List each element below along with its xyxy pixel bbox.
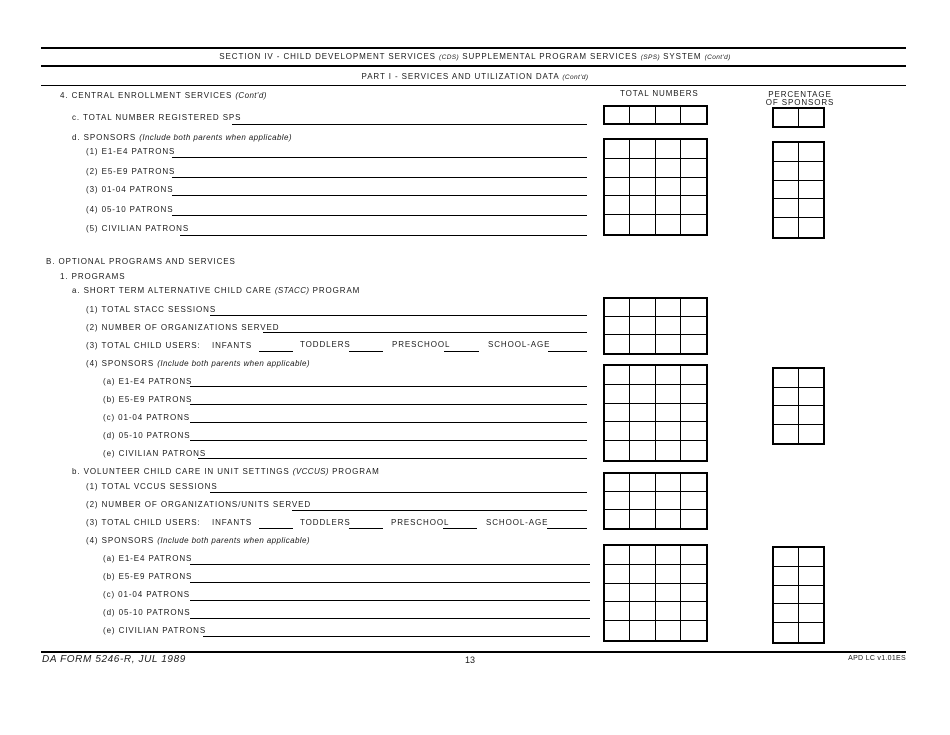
part-rule [41, 85, 906, 86]
entry-cell[interactable] [656, 140, 681, 159]
stacc-patron-a-line[interactable] [190, 386, 587, 387]
entry-cell[interactable] [681, 510, 706, 528]
entry-cell[interactable] [774, 623, 799, 642]
stacc-toddlers-line[interactable] [349, 351, 383, 352]
central-patron-2: (2) E5-E9 PATRONS [86, 167, 176, 176]
entry-cell[interactable] [605, 196, 630, 215]
entry-cell[interactable] [681, 441, 706, 460]
entry-cell[interactable] [630, 422, 655, 441]
entry-cell[interactable] [630, 107, 655, 123]
entry-cell[interactable] [774, 369, 799, 388]
central-patron-3: (3) 01-04 PATRONS [86, 185, 174, 194]
section-rule [41, 65, 906, 67]
entry-cell[interactable] [774, 181, 799, 200]
central-patron-5-line[interactable] [180, 235, 587, 236]
entry-cell[interactable] [605, 565, 630, 584]
entry-cell[interactable] [656, 510, 681, 528]
stacc-orgs-label: (2) NUMBER OF ORGANIZATIONS SERVED [86, 323, 280, 332]
stacc-infants-line[interactable] [259, 351, 293, 352]
central-title: 4. CENTRAL ENROLLMENT SERVICES (Cont'd) [60, 91, 267, 100]
vccus-sponsors-total-grid[interactable] [603, 544, 708, 642]
stacc-patron-d-line[interactable] [190, 440, 587, 441]
entry-cell[interactable] [681, 621, 706, 640]
stacc-infants-label: INFANTS [212, 341, 253, 350]
vccus-schoolage-label: SCHOOL-AGE [486, 518, 549, 527]
entry-cell[interactable] [799, 623, 824, 642]
entry-cell[interactable] [605, 474, 630, 492]
entry-cell[interactable] [605, 299, 630, 317]
entry-cell[interactable] [605, 385, 630, 404]
entry-cell[interactable] [774, 218, 799, 237]
entry-cell[interactable] [656, 178, 681, 197]
entry-cell[interactable] [630, 565, 655, 584]
entry-cell[interactable] [630, 335, 655, 353]
vccus-patron-d-line[interactable] [190, 618, 590, 619]
percentage-header: PERCENTAGE OF SPONSORS [765, 90, 835, 107]
vccus-preschool-label: PRESCHOOL [391, 518, 450, 527]
section-title: SECTION IV - CHILD DEVELOPMENT SERVICES (CDS) SUPPLEMENTAL PROGRAM SERVICES (SPS) SYSTEM (Cont'd) [219, 52, 731, 61]
entry-cell[interactable] [799, 143, 824, 162]
central-patron-4-line[interactable] [172, 215, 587, 216]
registered-sps-percent-boxes[interactable] [772, 107, 825, 128]
entry-cell[interactable] [630, 546, 655, 565]
vccus-sessions-label: (1) TOTAL VCCUS SESSIONS [86, 482, 218, 491]
stacc-title: a. SHORT TERM ALTERNATIVE CHILD CARE (STACC) PROGRAM [72, 286, 361, 295]
entry-cell[interactable] [681, 159, 706, 178]
entry-cell[interactable] [799, 406, 824, 425]
central-sponsors-total-grid[interactable] [603, 138, 708, 236]
vccus-schoolage-line[interactable] [547, 528, 587, 529]
entry-cell[interactable] [681, 565, 706, 584]
entry-cell[interactable] [799, 162, 824, 181]
entry-cell[interactable] [656, 441, 681, 460]
entry-cell[interactable] [605, 422, 630, 441]
vccus-title: b. VOLUNTEER CHILD CARE IN UNIT SETTINGS (VCCUS) PROGRAM [72, 467, 380, 476]
entry-cell[interactable] [630, 178, 655, 197]
vccus-preschool-line[interactable] [443, 528, 477, 529]
entry-cell[interactable] [681, 385, 706, 404]
vccus-sessions-line[interactable] [210, 492, 587, 493]
stacc-preschool-label: PRESCHOOL [392, 340, 451, 349]
central-patron-1-line[interactable] [172, 157, 587, 158]
entry-cell[interactable] [605, 510, 630, 528]
entry-cell[interactable] [605, 215, 630, 234]
entry-cell[interactable] [681, 602, 706, 621]
entry-cell[interactable] [630, 159, 655, 178]
total-numbers-header: TOTAL NUMBERS [620, 89, 699, 98]
entry-cell[interactable] [630, 441, 655, 460]
entry-cell[interactable] [605, 107, 630, 123]
entry-cell[interactable] [799, 425, 824, 444]
entry-cell[interactable] [630, 299, 655, 317]
entry-cell[interactable] [681, 404, 706, 423]
entry-cell[interactable] [681, 422, 706, 441]
entry-cell[interactable] [774, 406, 799, 425]
entry-cell[interactable] [681, 215, 706, 234]
stacc-patron-c-line[interactable] [190, 422, 587, 423]
entry-cell[interactable] [656, 366, 681, 385]
entry-cell[interactable] [656, 602, 681, 621]
entry-cell[interactable] [630, 317, 655, 335]
stacc-patron-a: (a) E1-E4 PATRONS [103, 377, 193, 386]
entry-cell[interactable] [630, 215, 655, 234]
entry-cell[interactable] [605, 140, 630, 159]
entry-cell[interactable] [774, 425, 799, 444]
vccus-sponsors-percent-grid[interactable] [772, 546, 825, 644]
entry-cell[interactable] [656, 404, 681, 423]
vccus-patron-d: (d) 05-10 PATRONS [103, 608, 191, 617]
version-label: APD LC v1.01ES [848, 655, 906, 662]
stacc-users-label: (3) TOTAL CHILD USERS: [86, 341, 201, 350]
vccus-infants-label: INFANTS [212, 518, 253, 527]
vccus-programs-total-grid[interactable] [603, 472, 708, 530]
vccus-patron-e: (e) CIVILIAN PATRONS [103, 626, 207, 635]
stacc-patron-e-line[interactable] [198, 458, 587, 459]
entry-cell[interactable] [605, 159, 630, 178]
entry-cell[interactable] [605, 404, 630, 423]
entry-cell[interactable] [799, 548, 824, 567]
stacc-sponsors-percent-grid[interactable] [772, 367, 825, 445]
optional-title: B. OPTIONAL PROGRAMS AND SERVICES [46, 257, 236, 266]
central-sponsors-percent-grid[interactable] [772, 141, 825, 239]
vccus-toddlers-label: TODDLERS [300, 518, 351, 527]
vccus-orgs-label: (2) NUMBER OF ORGANIZATIONS/UNITS SERVED [86, 500, 312, 509]
entry-cell[interactable] [656, 584, 681, 603]
vccus-patron-b-line[interactable] [190, 582, 590, 583]
stacc-schoolage-label: SCHOOL-AGE [488, 340, 551, 349]
entry-cell[interactable] [681, 492, 706, 510]
entry-cell[interactable] [681, 107, 706, 123]
entry-cell[interactable] [630, 492, 655, 510]
vccus-orgs-line[interactable] [292, 510, 587, 511]
entry-cell[interactable] [605, 366, 630, 385]
entry-cell[interactable] [630, 621, 655, 640]
vccus-patron-e-line[interactable] [203, 636, 590, 637]
entry-cell[interactable] [774, 143, 799, 162]
entry-cell[interactable] [774, 199, 799, 218]
entry-cell[interactable] [605, 335, 630, 353]
stacc-preschool-line[interactable] [444, 351, 479, 352]
form-id: DA FORM 5246-R, JUL 1989 [42, 654, 186, 665]
part-title: PART I - SERVICES AND UTILIZATION DATA (Cont'd) [361, 72, 589, 81]
entry-cell[interactable] [799, 604, 824, 623]
registered-sps-line[interactable] [232, 124, 587, 125]
entry-cell[interactable] [656, 474, 681, 492]
entry-cell[interactable] [605, 317, 630, 335]
entry-cell[interactable] [656, 317, 681, 335]
stacc-orgs-line[interactable] [263, 332, 587, 333]
vccus-patron-a: (a) E1-E4 PATRONS [103, 554, 193, 563]
entry-cell[interactable] [656, 196, 681, 215]
central-sponsors-label: d. SPONSORS (Include both parents when applicable) [72, 133, 292, 142]
entry-cell[interactable] [681, 366, 706, 385]
entry-cell[interactable] [630, 404, 655, 423]
entry-cell[interactable] [656, 492, 681, 510]
entry-cell[interactable] [681, 584, 706, 603]
vccus-toddlers-line[interactable] [349, 528, 383, 529]
entry-cell[interactable] [656, 565, 681, 584]
stacc-sponsors-label: (4) SPONSORS (Include both parents when applicable) [86, 359, 310, 368]
vccus-patron-c: (c) 01-04 PATRONS [103, 590, 191, 599]
entry-cell[interactable] [799, 567, 824, 586]
page-number: 13 [465, 655, 476, 665]
entry-cell[interactable] [799, 218, 824, 237]
stacc-sessions-label: (1) TOTAL STACC SESSIONS [86, 305, 217, 314]
entry-cell[interactable] [630, 474, 655, 492]
entry-cell[interactable] [630, 366, 655, 385]
entry-cell[interactable] [656, 422, 681, 441]
entry-cell[interactable] [681, 178, 706, 197]
entry-cell[interactable] [799, 388, 824, 407]
registered-sps-total-boxes[interactable] [603, 105, 708, 125]
central-patron-2-line[interactable] [172, 177, 587, 178]
top-rule [41, 47, 906, 49]
vccus-users-label: (3) TOTAL CHILD USERS: [86, 518, 201, 527]
entry-cell[interactable] [774, 586, 799, 605]
entry-cell[interactable] [681, 335, 706, 353]
stacc-schoolage-line[interactable] [548, 351, 587, 352]
registered-sps-label: c. TOTAL NUMBER REGISTERED SPS [72, 113, 242, 122]
entry-cell[interactable] [774, 162, 799, 181]
stacc-sessions-line[interactable] [210, 315, 587, 316]
central-patron-3-line[interactable] [172, 195, 587, 196]
entry-cell[interactable] [630, 602, 655, 621]
entry-cell[interactable] [630, 510, 655, 528]
entry-cell[interactable] [799, 369, 824, 388]
entry-cell[interactable] [605, 492, 630, 510]
vccus-patron-a-line[interactable] [190, 564, 590, 565]
stacc-sponsors-total-grid[interactable] [603, 364, 708, 462]
stacc-programs-total-grid[interactable] [603, 297, 708, 355]
stacc-patron-b: (b) E5-E9 PATRONS [103, 395, 193, 404]
entry-cell[interactable] [656, 621, 681, 640]
stacc-toddlers-label: TODDLERS [300, 340, 351, 349]
entry-cell[interactable] [605, 441, 630, 460]
central-patron-1: (1) E1-E4 PATRONS [86, 147, 176, 156]
vccus-infants-line[interactable] [259, 528, 293, 529]
vccus-patron-c-line[interactable] [190, 600, 590, 601]
stacc-patron-e: (e) CIVILIAN PATRONS [103, 449, 207, 458]
entry-cell[interactable] [605, 621, 630, 640]
entry-cell[interactable] [799, 181, 824, 200]
entry-cell[interactable] [630, 584, 655, 603]
entry-cell[interactable] [656, 159, 681, 178]
central-patron-4: (4) 05-10 PATRONS [86, 205, 174, 214]
entry-cell[interactable] [681, 474, 706, 492]
entry-cell[interactable] [656, 107, 681, 123]
entry-cell[interactable] [774, 604, 799, 623]
entry-cell[interactable] [799, 109, 824, 126]
entry-cell[interactable] [656, 215, 681, 234]
stacc-patron-d: (d) 05-10 PATRONS [103, 431, 191, 440]
entry-cell[interactable] [656, 546, 681, 565]
entry-cell[interactable] [681, 140, 706, 159]
entry-cell[interactable] [681, 317, 706, 335]
footer-rule [41, 651, 906, 653]
entry-cell[interactable] [799, 199, 824, 218]
entry-cell[interactable] [681, 299, 706, 317]
vccus-patron-b: (b) E5-E9 PATRONS [103, 572, 193, 581]
entry-cell[interactable] [774, 109, 799, 126]
programs-label: 1. PROGRAMS [60, 272, 126, 281]
entry-cell[interactable] [630, 196, 655, 215]
central-patron-5: (5) CIVILIAN PATRONS [86, 224, 190, 233]
entry-cell[interactable] [605, 546, 630, 565]
entry-cell[interactable] [605, 584, 630, 603]
entry-cell[interactable] [774, 548, 799, 567]
entry-cell[interactable] [681, 196, 706, 215]
entry-cell[interactable] [605, 602, 630, 621]
stacc-patron-b-line[interactable] [190, 404, 587, 405]
entry-cell[interactable] [799, 586, 824, 605]
vccus-sponsors-label: (4) SPONSORS (Include both parents when applicable) [86, 536, 310, 545]
entry-cell[interactable] [774, 388, 799, 407]
entry-cell[interactable] [681, 546, 706, 565]
entry-cell[interactable] [656, 299, 681, 317]
stacc-patron-c: (c) 01-04 PATRONS [103, 413, 191, 422]
entry-cell[interactable] [774, 567, 799, 586]
entry-cell[interactable] [605, 178, 630, 197]
entry-cell[interactable] [656, 335, 681, 353]
entry-cell[interactable] [656, 385, 681, 404]
entry-cell[interactable] [630, 140, 655, 159]
entry-cell[interactable] [630, 385, 655, 404]
